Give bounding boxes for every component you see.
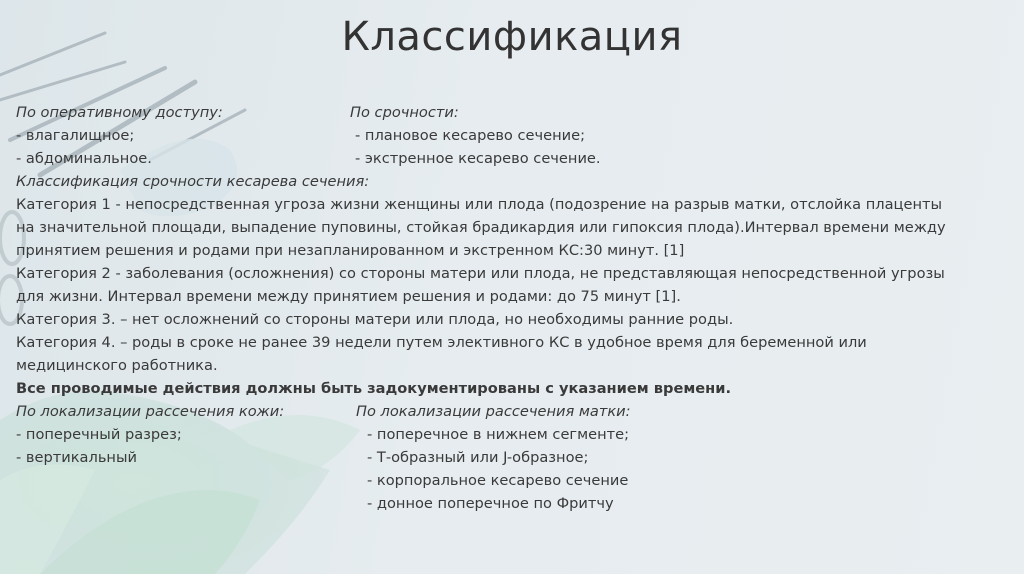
category-line: Категория 1 - непосредственная угроза жизни женщины или плода (подозрение на разрыв матки, отслойка плаценты xyxy=(16,196,943,213)
skin-incision-heading: По локализации рассечения кожи: xyxy=(16,403,285,420)
urgency-item: - экстренное кесарево сечение. xyxy=(355,150,601,167)
uterine-incision-item: - поперечное в нижнем сегменте; xyxy=(367,426,630,443)
slide-title: Классификация xyxy=(341,14,683,60)
urgency-classification-heading: Классификация срочности кесарева сечения: xyxy=(16,173,370,190)
category-line: Категория 2 - заболевания (осложнения) со стороны матери или плода, не представляющая непосредственной угрозы xyxy=(16,265,945,282)
category-line: на значительной площади, выпадение пуповины, стойкая брадикардия или гипоксия плода).Интервал времени между xyxy=(16,219,946,236)
access-item: - абдоминальное. xyxy=(16,150,152,167)
access-heading: По оперативному доступу: xyxy=(16,104,223,121)
category-line: Категория 3. – нет осложнений со стороны матери или плода, но необходимы ранние роды. xyxy=(16,311,734,328)
uterine-incision-item: - Т-образный или J-образное; xyxy=(367,449,589,466)
category-line: Категория 4. – роды в сроке не ранее 39 недели путем элективного КС в удобное время для беременной или xyxy=(16,334,867,351)
category-line: для жизни. Интервал времени между принятием решения и родами: до 75 минут [1]. xyxy=(16,288,681,305)
documentation-note: Все проводимые действия должны быть задокументированы с указанием времени. xyxy=(16,380,732,397)
uterine-incision-item: - донное поперечное по Фритчу xyxy=(367,495,614,512)
uterine-incision-heading: По локализации рассечения матки: xyxy=(356,403,631,420)
skin-incision-item: - вертикальный xyxy=(16,449,137,466)
category-line: медицинского работника. xyxy=(16,357,218,374)
access-item: - влагалищное; xyxy=(16,127,135,144)
skin-incision-item: - поперечный разрез; xyxy=(16,426,182,443)
urgency-item: - плановое кесарево сечение; xyxy=(355,127,586,144)
category-line: принятием решения и родами при незапланированном и экстренном КС:30 минут. [1] xyxy=(16,242,685,259)
uterine-incision-item: - корпоральное кесарево сечение xyxy=(367,472,629,489)
urgency-heading: По срочности: xyxy=(350,104,459,121)
